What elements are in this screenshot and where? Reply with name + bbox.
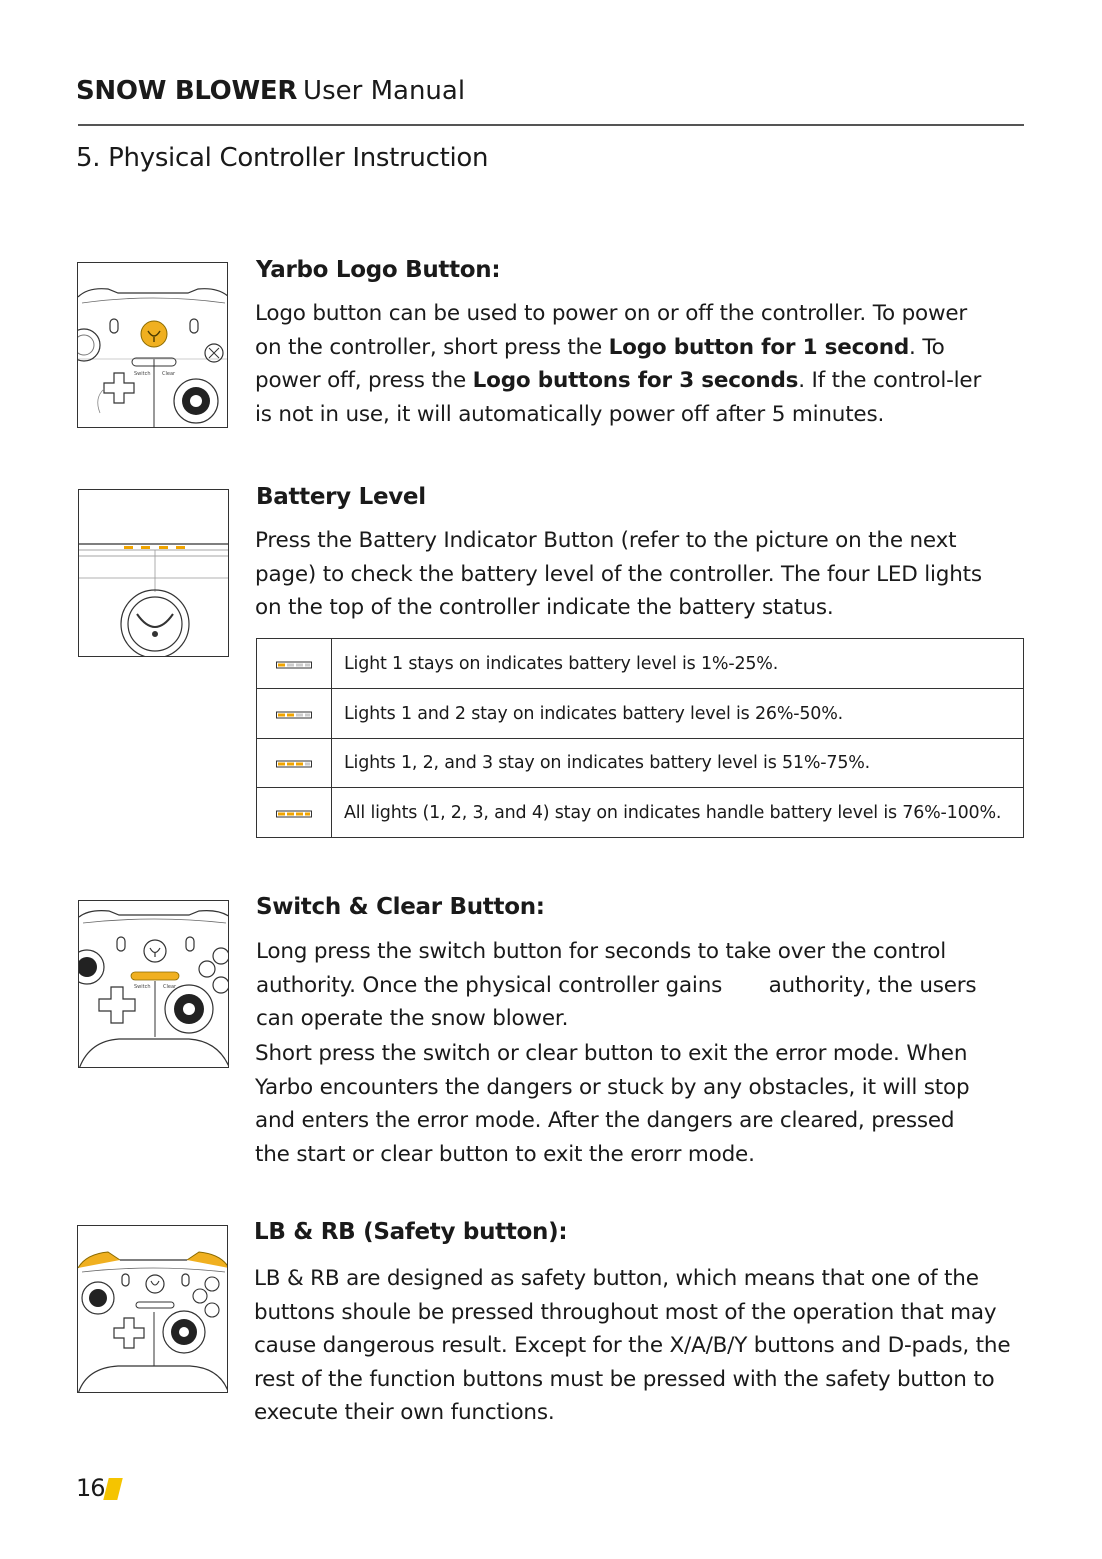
battery-row-text: Lights 1, 2, and 3 stay on indicates battery level is 51%-75%. — [332, 739, 1024, 788]
lb-rb-illustration — [77, 1225, 228, 1393]
battery-row-text: Light 1 stays on indicates battery level is 1%-25%. — [332, 639, 1024, 689]
product-name: SNOW BLOWER — [76, 76, 298, 106]
battery-level-text: Press the Battery Indicator Button (refer to the picture on the next page) to check the battery level of the controller. The four LED lights on the top of the controller indicate the battery status. — [255, 528, 982, 620]
battery-row — [257, 788, 1024, 838]
led-indicator-icon — [257, 689, 332, 739]
battery-level-heading: Battery Level — [256, 484, 426, 510]
header-divider — [78, 124, 1024, 126]
led-indicator-icon — [257, 788, 332, 838]
battery-row-text: Lights 1 and 2 stay on indicates battery level is 26%-50%. — [332, 689, 1024, 739]
switch-label: Switch — [134, 984, 151, 990]
switch-clear-text-2: Short press the switch or clear button to exit the error mode. When Yarbo encounters the dangers or stuck by any obstacles, it will stop and enters the error mode. After the dangers are cleared, pressed the start or clear button to exit the erorr mode. — [255, 1041, 970, 1167]
led-indicator-icon — [257, 639, 332, 689]
switch-clear-illustration — [78, 900, 229, 1068]
section-title: 5. Physical Controller Instruction — [76, 143, 489, 173]
lb-rb-text: LB & RB are designed as safety button, which means that one of the buttons shoule be pressed throughout most of the operation that may cause dangerous result. Except for the X/A/B/Y buttons and D-pads, the rest of the function buttons must be pressed with the safety button to execute their own functions. — [254, 1266, 1011, 1425]
battery-row — [257, 689, 1024, 739]
clear-label: Clear — [162, 371, 176, 377]
lb-rb-heading: LB & RB (Safety button): — [254, 1219, 568, 1245]
battery-status-table — [256, 638, 1024, 838]
clear-label: Clear — [163, 984, 177, 990]
page-number: 16 — [76, 1474, 105, 1502]
doc-type: User Manual — [303, 76, 466, 106]
page-accent-mark — [103, 1478, 122, 1500]
switch-clear-text-1: Long press the switch button for seconds to take over the control authority. Once the physical controller gains authority, the users can operate the snow blower. — [256, 939, 984, 1031]
switch-clear-heading: Switch & Clear Button: — [256, 894, 545, 920]
led-indicator-icon — [257, 739, 332, 788]
battery-row-text: All lights (1, 2, 3, and 4) stay on indicates handle battery level is 76%-100%. — [332, 788, 1024, 838]
battery-led-illustration — [78, 489, 229, 657]
logo-button-illustration — [77, 262, 228, 428]
logo-button-heading: Yarbo Logo Button: — [256, 257, 501, 283]
switch-label: Switch — [134, 371, 151, 377]
battery-row — [257, 739, 1024, 788]
logo-button-text: Logo button can be used to power on or off the controller. To power on the controller, short press the Logo button for 1 second. To power off, press the Logo buttons for 3 seconds. If the control-ler is not in use, it will automatically power off after 5 minutes. — [255, 301, 982, 427]
battery-row — [257, 639, 1024, 689]
manual-header — [76, 76, 465, 106]
